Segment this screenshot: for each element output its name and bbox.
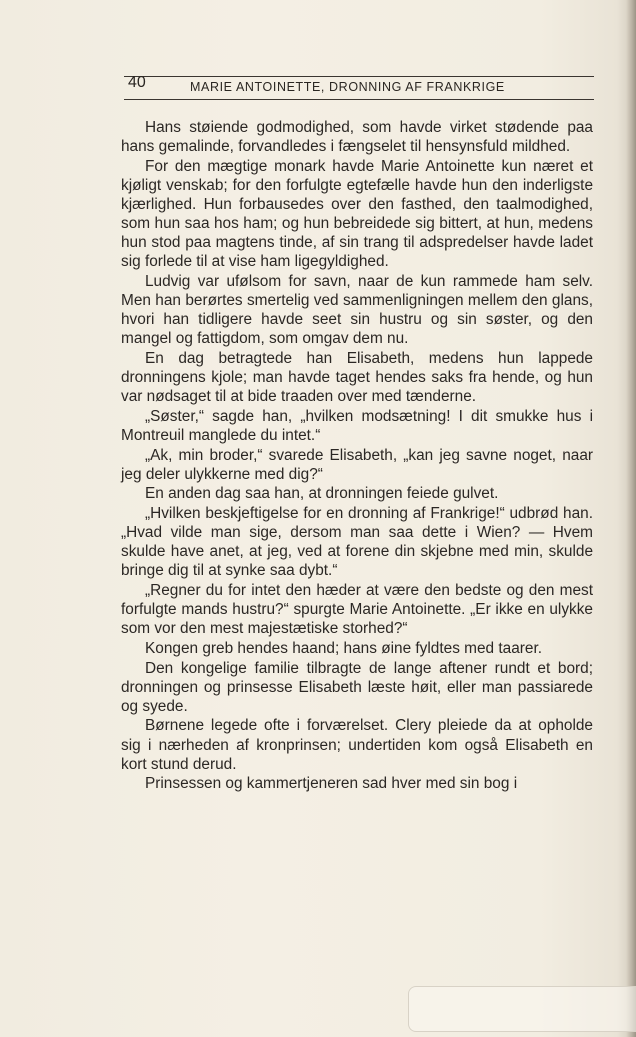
running-header (124, 72, 594, 100)
paragraph-11: Den kongelige familie tilbragte de lange aftener rundt et bord; dronningen og prinsesse Elisabeth læste høit, eller man passiarede og syede. (121, 659, 593, 715)
paragraph-5: „Søster,“ sagde han, „hvilken modsætning! I dit smukke hus i Montreuil manglede du intet.“ (121, 407, 593, 444)
header-rule-bottom (124, 99, 594, 100)
paragraph-7: En anden dag saa han, at dronningen feiede gulvet. (145, 485, 499, 503)
paragraph-9: „Regner du for intet den hæder at være den bedste og den mest forfulgte mands hustru?“ spurgte Marie Antoinette. „Er ikke en ulykke som vor den mest majestætiske storhed?“ (121, 582, 593, 638)
paragraph-12: Børnene legede ofte i forværelset. Clery pleiede da at opholde sig i nærheden af kronprinsen; undertiden kom også Elisabeth en kort stund derud. (121, 717, 593, 773)
paragraph-6: „Ak, min broder,“ svarede Elisabeth, „kan jeg savne noget, naar jeg deler ulykkerne med dig?“ (121, 446, 593, 483)
paragraph-10: Kongen greb hendes haand; hans øine fyldtes med taarer. (145, 639, 543, 657)
paragraph-3: Ludvig var ufølsom for savn, naar de kun rammede ham selv. Men han berørtes smertelig ved sammenligningen mellem den glans, hvori han tidligere havde seet sin hustru og sin søster, og den mangel og fattigdom, som omgav dem nu. (121, 272, 593, 348)
page-edge-shadow (626, 0, 636, 1037)
paragraph-2: For den mægtige monark havde Marie Antoinette kun næret et kjøligt venskab; for den forfulgte egtefælle havde hun den inderligste kjærlighed. Hun forbausedes over den fasthed, den taalmodighed, som hun saa hos ham; og hun bebreidede sig bittert, at hun, medens hun stod paa magtens tinde, af sin trang til adspredelser havde ladet sig forlede til at vise ham ligegyldighed. (121, 157, 593, 271)
page-tab-marker (408, 986, 636, 1032)
page-number: 40 (128, 74, 146, 91)
running-title: MARIE ANTOINETTE, DRONNING AF FRANKRIGE (190, 80, 505, 94)
paragraph-1: Hans støiende godmodighed, som havde virket stødende paa hans gemalinde, forvandledes i fængselet til hensynsfuld mildhed. (121, 119, 593, 156)
paragraph-13: Prinsessen og kammertjeneren sad hver med sin bog i (145, 775, 518, 793)
body-text (121, 118, 593, 794)
paragraph-8: „Hvilken beskjeftigelse for en dronning af Frankrige!“ udbrød han. „Hvad vilde man sige, dersom man saa dette i Wien? — Hvem skulde have anet, at jeg, ved at forene din skjebne med min, skulde bringe dig til at synke saa dybt.“ (121, 505, 593, 580)
paragraph-4: En dag betragtede han Elisabeth, medens hun lappede dronningens kjole; man havde taget hendes saks fra hende, og hun var nødsaget til at bide traaden over med tænderne. (121, 349, 593, 406)
header-rule-top (124, 76, 594, 77)
